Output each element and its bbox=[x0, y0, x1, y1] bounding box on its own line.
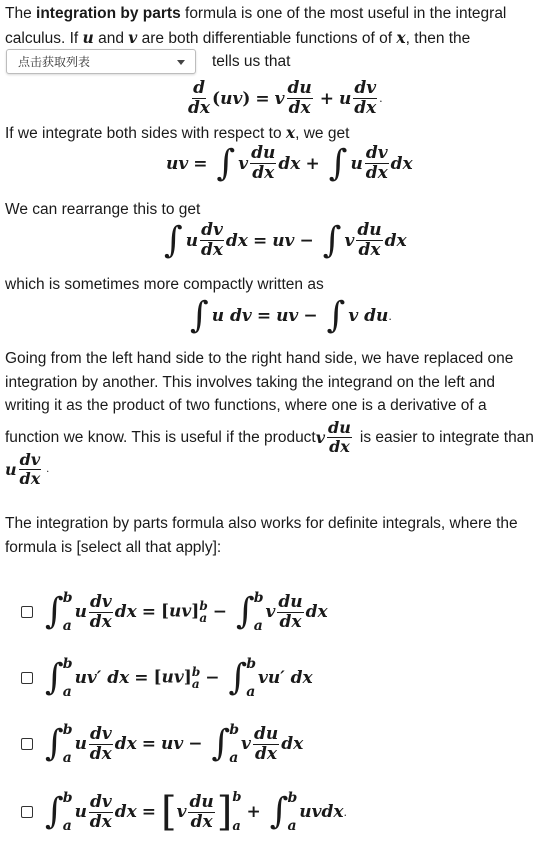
dropdown-value: 点击获取列表 bbox=[18, 55, 91, 69]
definite-paragraph: The integration by parts formula also works for definite integrals, where the formula is [select all that apply]: bbox=[5, 515, 518, 556]
compact-text: which is sometimes more compactly written as bbox=[5, 276, 324, 293]
equation-rearranged: ∫ u $\frac{dv}{dx}$ dx = uv − ∫ v $\frac{du}{dx}$ dx bbox=[164, 219, 407, 261]
equation-product-rule: $\frac{d}{dx}$ (uv) = v $\frac{du}{dx}$ + u $\frac{dv}{dx}$ . bbox=[188, 78, 383, 118]
bold-term: integration by parts bbox=[36, 5, 181, 22]
explanation-paragraph: Going from the left hand side to the right hand side, we have replaced one integration by another. This involves taking the integrand on the left and writing it as the product of two functions, where one is a derivative of a bbox=[5, 350, 514, 414]
tells-text: tells us that bbox=[212, 53, 291, 70]
equation-compact: ∫ u dv = uv − ∫ v du . bbox=[190, 295, 392, 336]
option-1-checkbox[interactable] bbox=[21, 606, 33, 618]
rearrange-text: We can rearrange this to get bbox=[5, 201, 201, 218]
option-2-checkbox[interactable] bbox=[21, 672, 33, 684]
chevron-down-icon[interactable] bbox=[177, 60, 185, 65]
explanation-line-4: function we know. This is useful if the product v $\frac{du}{dx}$ is easier to integrate than bbox=[5, 418, 534, 456]
option-3[interactable]: ∫ b a u $\frac{dv}{dx}$ dx = uv − ∫ b a v $\frac{du}{dx}$ dx bbox=[21, 722, 303, 766]
inline-udvdx: u $\frac{dv}{dx}$ . bbox=[5, 450, 50, 488]
equation-integrated: uv = ∫ v $\frac{du}{dx}$ dx + ∫ u $\frac{dv}{dx}$ dx bbox=[166, 142, 413, 184]
option-4[interactable]: ∫ b a u $\frac{dv}{dx}$ dx = [ v $\frac{du}{dx}$ ] b a + ∫ b a uvdx . bbox=[21, 790, 347, 834]
integrate-text: If we integrate both sides with respect to x, we get bbox=[5, 123, 350, 142]
intro-paragraph: The integration by parts formula is one of the most useful in the integral calculus. If u and v are both differentiable functions of of x, then the bbox=[5, 5, 507, 47]
option-1[interactable]: ∫ b a u $\frac{dv}{dx}$ dx = [uv] b a − ∫ b a v $\frac{du}{dx}$ dx bbox=[21, 590, 328, 634]
term-dropdown[interactable] bbox=[6, 49, 196, 74]
option-3-checkbox[interactable] bbox=[21, 738, 33, 750]
option-4-checkbox[interactable] bbox=[21, 806, 33, 818]
option-2[interactable]: ∫ b a uv′ dx = [uv] b a − ∫ b a vu′ dx bbox=[21, 656, 313, 700]
